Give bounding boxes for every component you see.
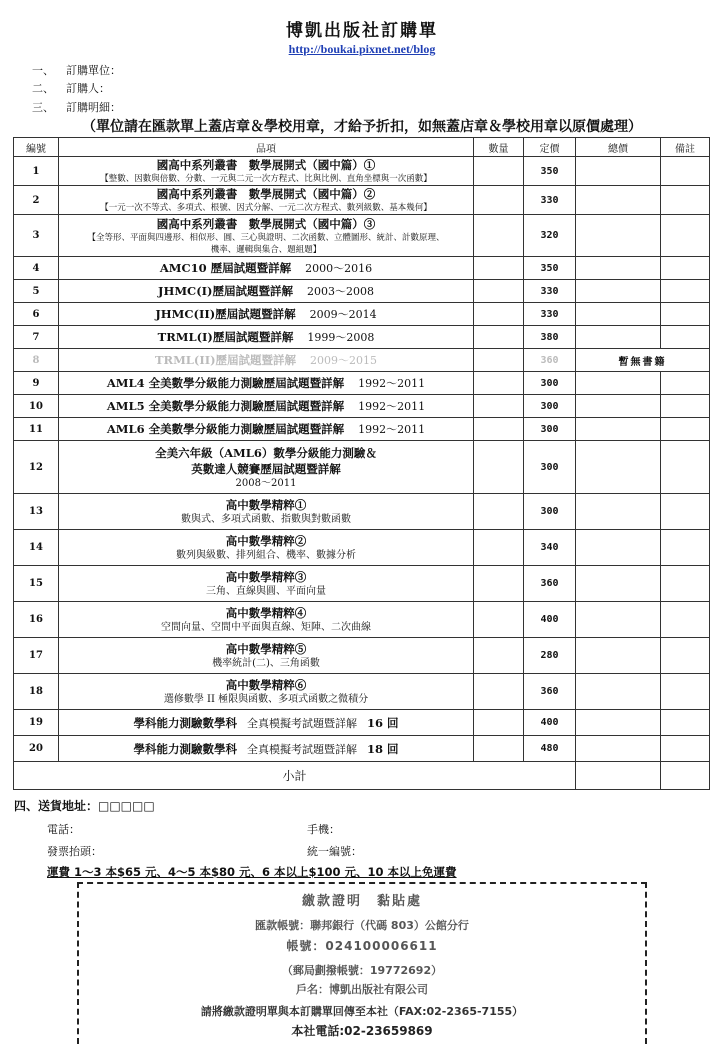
qty-cell[interactable] <box>474 257 524 280</box>
qty-cell[interactable] <box>474 280 524 303</box>
total-cell[interactable] <box>576 280 661 303</box>
qty-cell[interactable] <box>474 186 524 215</box>
qty-cell[interactable] <box>474 157 524 186</box>
tax-id-label: 統一編號： <box>307 845 362 858</box>
table-row: 7 TRML(I)歷屆試題暨詳解 1999～2008 380 <box>14 326 710 349</box>
remark-cell[interactable] <box>661 186 710 215</box>
header-quantity: 數量 <box>474 138 524 157</box>
remark-cell[interactable] <box>661 602 710 638</box>
table-row: 10 AML5 全美數學分級能力測驗歷屆試題暨詳解 1992～2011 300 <box>14 395 710 418</box>
table-row: 14 高中數學精粹② 數列與級數、排列組合、機率、數據分析 340 <box>14 530 710 566</box>
total-cell[interactable] <box>576 566 661 602</box>
bank-account: 帳號：024100006611 <box>286 939 438 953</box>
qty-cell[interactable] <box>474 395 524 418</box>
order-table <box>13 137 710 790</box>
bank-info: 匯款帳號：聯邦銀行（代碼 803）公館分行 <box>255 919 469 932</box>
table-row: 1 國高中系列叢書 數學展開式（國中篇）① 【整數、因數與倍數、分數、一元與二元一次方程式、比與比例、直角坐標與一次函數】 350 <box>14 157 710 186</box>
total-cell[interactable] <box>576 257 661 280</box>
remark-cell[interactable] <box>661 494 710 530</box>
page-title: 博凱出版社訂購單 <box>286 21 438 41</box>
table-row: 6 JHMC(II)歷屆試題暨詳解 2009～2014 330 <box>14 303 710 326</box>
field-order-details: 三、 訂購明細： <box>32 101 121 114</box>
total-cell[interactable] <box>576 530 661 566</box>
invoice-title-label: 發票抬頭： <box>47 845 102 858</box>
shipping-fees: 運費 1～3 本$65 元、4～5 本$80 元、6 本以上$100 元、10 本以上免運費 <box>47 865 457 879</box>
qty-cell[interactable] <box>474 441 524 494</box>
remark-cell[interactable] <box>661 303 710 326</box>
delivery-address-label: 四、送貨地址：□□□□□ <box>14 799 155 813</box>
header-number: 編號 <box>14 138 59 157</box>
total-cell[interactable] <box>576 215 661 257</box>
table-row: 20 學科能力測驗數學科 全真模擬考試題暨詳解 18 回 480 <box>14 736 710 762</box>
table-row-unavailable: 8 TRML(II)歷屆試題暨詳解 2009～2015 360 暫無書籍 <box>14 349 710 372</box>
total-cell[interactable] <box>576 372 661 395</box>
header-total: 總價 <box>576 138 661 157</box>
total-cell[interactable] <box>576 441 661 494</box>
table-header-row <box>14 138 710 157</box>
qty-cell[interactable] <box>474 418 524 441</box>
total-cell[interactable] <box>576 494 661 530</box>
remark-cell[interactable] <box>661 638 710 674</box>
table-row: 9 AML4 全美數學分級能力測驗歷屆試題暨詳解 1992～2011 300 <box>14 372 710 395</box>
total-cell[interactable] <box>576 674 661 710</box>
table-row: 12 全美六年級（AML6）數學分級能力測驗＆ 英數達人競賽歷屆試題暨詳解 2008～2011 300 <box>14 441 710 494</box>
total-cell[interactable] <box>576 418 661 441</box>
subtotal-label: 小計 <box>14 762 576 790</box>
qty-cell[interactable] <box>474 372 524 395</box>
table-row: 15 高中數學精粹③ 三角、直線與圓、平面向量 360 <box>14 566 710 602</box>
return-instruction: 請將繳款證明單與本訂購單回傳至本社（FAX:02-2365-7155） <box>200 1005 524 1018</box>
remark-cell[interactable] <box>661 566 710 602</box>
blog-link[interactable]: http://boukai.pixnet.net/blog <box>288 42 436 56</box>
postal-account: （郵局劃撥帳號：19772692） <box>281 964 443 977</box>
remark-cell[interactable] <box>661 395 710 418</box>
remark-cell[interactable] <box>661 736 710 762</box>
table-row: 11 AML6 全美數學分級能力測驗歷屆試題暨詳解 1992～2011 300 <box>14 418 710 441</box>
qty-cell[interactable] <box>474 215 524 257</box>
remark-cell[interactable] <box>661 418 710 441</box>
total-cell[interactable] <box>576 602 661 638</box>
header-price: 定價 <box>524 138 576 157</box>
phone-label: 電話： <box>47 823 80 836</box>
table-row: 3 國高中系列叢書 數學展開式（國中篇）③ 【全等形、平面與四邊形、相似形、圓、三心與證明、二次函數、立體圖形、統計、計數原理、 機率、邏輯與集合、題組題】 320 <box>14 215 710 257</box>
total-cell[interactable] <box>576 326 661 349</box>
out-of-stock-note: 暫無書籍 <box>576 349 710 372</box>
remark-cell[interactable] <box>661 215 710 257</box>
qty-cell[interactable] <box>474 710 524 736</box>
table-row: 5 JHMC(I)歷屆試題暨詳解 2003～2008 330 <box>14 280 710 303</box>
remark-cell[interactable] <box>661 441 710 494</box>
remark-cell[interactable] <box>661 326 710 349</box>
table-row: 17 高中數學精粹⑤ 機率統計(二)、三角函數 280 <box>14 638 710 674</box>
total-cell[interactable] <box>576 710 661 736</box>
discount-notice: （單位請在匯款單上蓋店章＆學校用章，才給予折扣，如無蓋店章＆學校用章以原價處理） <box>82 119 642 135</box>
remittance-title: 繳款證明 黏貼處 <box>301 894 422 909</box>
qty-cell[interactable] <box>474 494 524 530</box>
total-cell[interactable] <box>576 157 661 186</box>
field-order-unit: 一、 訂購單位： <box>32 64 121 77</box>
remark-cell[interactable] <box>661 157 710 186</box>
account-holder: 戶名：博凱出版社有限公司 <box>296 983 428 996</box>
qty-cell[interactable] <box>474 303 524 326</box>
remittance-proof-area <box>77 882 647 1044</box>
table-row: 4 AMC10 歷屆試題暨詳解 2000～2016 350 <box>14 257 710 280</box>
total-cell[interactable] <box>576 395 661 418</box>
header-item: 品項 <box>59 138 474 157</box>
header-remarks: 備註 <box>661 138 710 157</box>
qty-cell[interactable] <box>474 602 524 638</box>
mobile-label: 手機： <box>307 823 340 836</box>
qty-cell[interactable] <box>474 674 524 710</box>
remark-cell[interactable] <box>661 372 710 395</box>
remark-cell[interactable] <box>661 674 710 710</box>
qty-cell[interactable] <box>474 736 524 762</box>
table-row: 19 學科能力測驗數學科 全真模擬考試題暨詳解 16 回 400 <box>14 710 710 736</box>
remark-cell[interactable] <box>661 710 710 736</box>
total-cell[interactable] <box>576 303 661 326</box>
total-cell[interactable] <box>576 186 661 215</box>
qty-cell[interactable] <box>474 326 524 349</box>
remark-cell[interactable] <box>661 530 710 566</box>
qty-cell[interactable] <box>474 566 524 602</box>
subtotal-cell[interactable] <box>576 762 661 790</box>
field-orderer: 二、 訂購人： <box>32 82 110 95</box>
company-phone: 本社電話:02-23659869 <box>291 1024 433 1038</box>
total-cell[interactable] <box>576 736 661 762</box>
remark-cell[interactable] <box>661 280 710 303</box>
table-row: 2 國高中系列叢書 數學展開式（國中篇）② 【一元一次不等式、多項式、根號、因式分解、一元二次方程式、數列級數、基本幾何】 330 <box>14 186 710 215</box>
total-cell[interactable] <box>576 638 661 674</box>
subtotal-row <box>14 762 710 790</box>
remark-cell[interactable] <box>661 257 710 280</box>
table-row: 13 高中數學精粹① 數與式、多項式函數、指數與對數函數 300 <box>14 494 710 530</box>
qty-cell[interactable] <box>474 638 524 674</box>
table-row: 18 高中數學精粹⑥ 選修數學 II 極限與函數、多項式函數之微積分 360 <box>14 674 710 710</box>
qty-cell[interactable] <box>474 530 524 566</box>
table-row: 16 高中數學精粹④ 空間向量、空間中平面與直線、矩陣、二次曲線 400 <box>14 602 710 638</box>
